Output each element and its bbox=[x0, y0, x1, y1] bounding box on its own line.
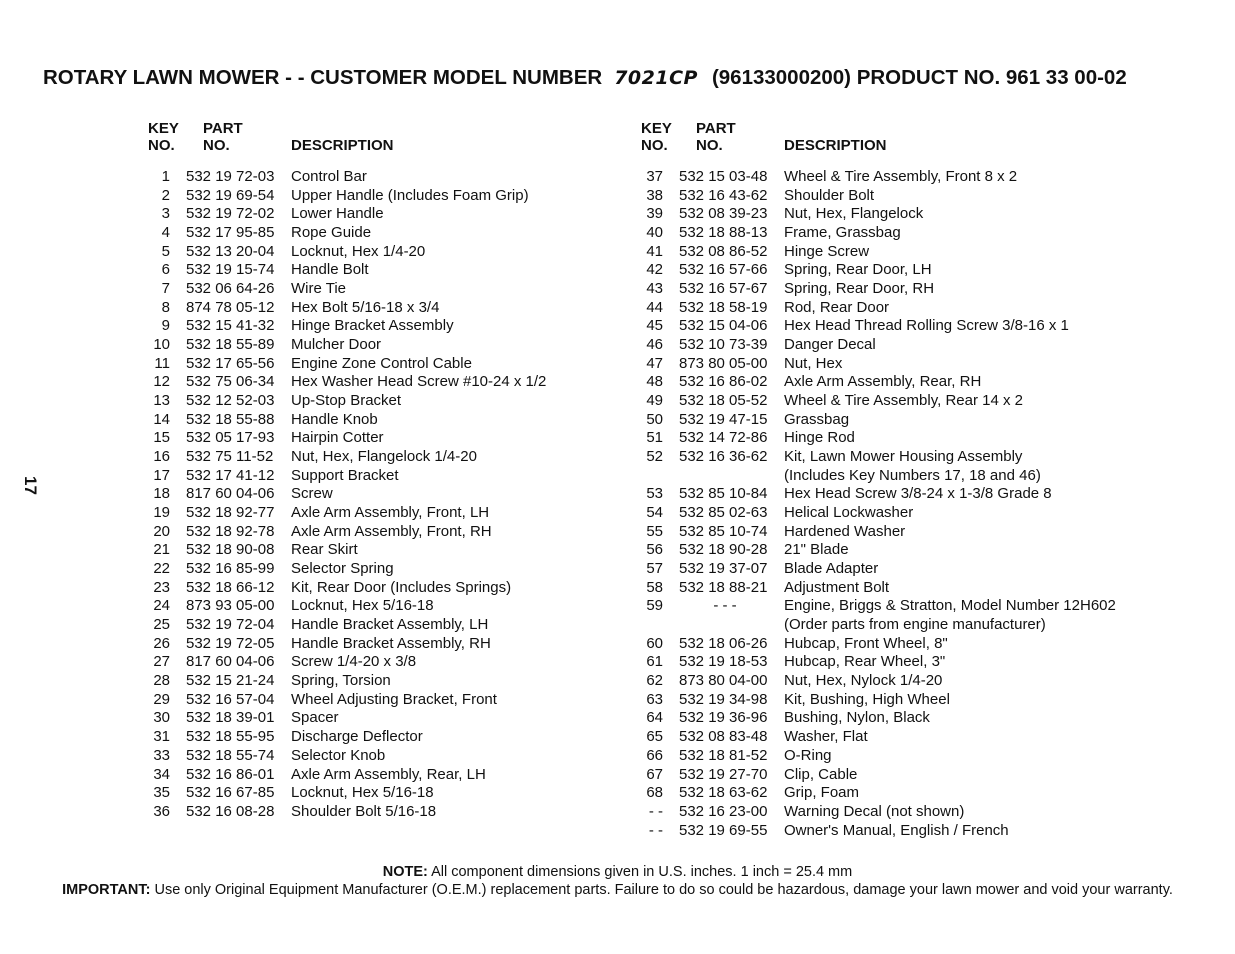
part-no: 532 19 72-05 bbox=[186, 634, 275, 652]
part-no: 532 19 27-70 bbox=[679, 765, 768, 783]
part-no: 532 17 95-85 bbox=[186, 224, 275, 242]
key-no: 58 bbox=[646, 578, 663, 596]
part-no: 532 15 21-24 bbox=[186, 672, 275, 690]
part-no: 532 18 55-88 bbox=[186, 410, 275, 428]
key-no: - - bbox=[648, 802, 663, 820]
description: Spring, Rear Door, LH bbox=[784, 261, 932, 279]
description: Hubcap, Front Wheel, 8" bbox=[784, 634, 948, 652]
part-no: 532 19 18-53 bbox=[679, 653, 768, 671]
description: Nut, Hex, Nylock 1/4-20 bbox=[784, 672, 943, 690]
description: Lower Handle bbox=[291, 205, 384, 223]
description: Nut, Hex, Flangelock 1/4-20 bbox=[291, 448, 477, 466]
part-no: 817 60 04-06 bbox=[186, 653, 275, 671]
part-no: 532 17 65-56 bbox=[186, 354, 275, 372]
description: Up-Stop Bracket bbox=[291, 392, 402, 410]
description: Rear Skirt bbox=[291, 541, 358, 559]
key-no: 66 bbox=[646, 746, 663, 764]
part-no: 532 18 05-52 bbox=[679, 392, 768, 410]
description: (Order parts from engine manufacturer) bbox=[784, 616, 1046, 634]
description: Hinge Rod bbox=[784, 429, 855, 447]
description: Handle Bracket Assembly, RH bbox=[291, 634, 491, 652]
part-no: 532 19 72-02 bbox=[186, 205, 275, 223]
key-no: 12 bbox=[153, 373, 170, 391]
description: Grip, Foam bbox=[784, 784, 860, 802]
key-no: 19 bbox=[153, 504, 170, 522]
description: Spring, Torsion bbox=[291, 672, 391, 690]
page-number: 17 bbox=[21, 476, 40, 495]
part-no: 532 19 72-04 bbox=[186, 616, 275, 634]
description: Hex Head Screw 3/8-24 x 1-3/8 Grade 8 bbox=[784, 485, 1052, 503]
part-no: 532 19 15-74 bbox=[186, 261, 275, 279]
key-no: 26 bbox=[153, 634, 170, 652]
part-no: 532 17 41-12 bbox=[186, 466, 275, 484]
part-no: 873 93 05-00 bbox=[186, 597, 275, 615]
part-no: 532 10 73-39 bbox=[679, 336, 768, 354]
part-no: 532 15 04-06 bbox=[679, 317, 768, 335]
description: Hex Washer Head Screw #10-24 x 1/2 bbox=[291, 373, 547, 391]
part-no: 532 85 10-74 bbox=[679, 522, 768, 540]
key-no: 6 bbox=[161, 261, 170, 279]
part-no: 532 16 67-85 bbox=[186, 784, 275, 802]
part-no: 873 80 04-00 bbox=[679, 672, 768, 690]
key-no: 18 bbox=[153, 485, 170, 503]
key-no: 54 bbox=[646, 504, 663, 522]
part-no: 532 18 55-74 bbox=[186, 746, 275, 764]
part-no: 532 08 86-52 bbox=[679, 242, 768, 260]
part-no: 817 60 04-06 bbox=[186, 485, 275, 503]
key-no: 36 bbox=[153, 802, 170, 820]
description: Danger Decal bbox=[784, 336, 876, 354]
description: Hex Bolt 5/16-18 x 3/4 bbox=[291, 298, 440, 316]
description: Locknut, Hex 1/4-20 bbox=[291, 242, 426, 260]
description: Adjustment Bolt bbox=[784, 578, 890, 596]
part-no: 532 75 06-34 bbox=[186, 373, 275, 391]
description: Engine Zone Control Cable bbox=[291, 354, 472, 372]
description: Shoulder Bolt 5/16-18 bbox=[291, 802, 437, 820]
description: Owner's Manual, English / French bbox=[784, 821, 1009, 839]
description: Kit, Rear Door (Includes Springs) bbox=[291, 578, 512, 596]
header-description: DESCRIPTION bbox=[291, 137, 394, 154]
key-no: 37 bbox=[646, 168, 663, 185]
part-no: 532 12 52-03 bbox=[186, 392, 275, 410]
description: Hubcap, Rear Wheel, 3" bbox=[784, 653, 946, 671]
key-no: 61 bbox=[646, 653, 663, 671]
description: Axle Arm Assembly, Rear, LH bbox=[291, 765, 486, 783]
important-line bbox=[0, 881, 1235, 899]
description: Handle Bracket Assembly, LH bbox=[291, 616, 489, 634]
part-no: 532 18 90-08 bbox=[186, 541, 275, 559]
description: Hex Head Thread Rolling Screw 3/8-16 x 1 bbox=[784, 317, 1069, 335]
part-no: 532 14 72-86 bbox=[679, 429, 768, 447]
description: Control Bar bbox=[291, 168, 367, 185]
description: Wheel Adjusting Bracket, Front bbox=[291, 690, 497, 708]
part-no: 532 08 83-48 bbox=[679, 728, 768, 746]
part-no: 532 19 72-03 bbox=[186, 168, 275, 185]
description: Rope Guide bbox=[291, 224, 372, 242]
part-no: 532 18 88-13 bbox=[679, 224, 768, 242]
model-number: 7021CP bbox=[614, 67, 698, 89]
part-no: 532 16 23-00 bbox=[679, 802, 768, 820]
key-no: 31 bbox=[153, 728, 170, 746]
description: O-Ring bbox=[784, 746, 832, 764]
description: Handle Knob bbox=[291, 410, 378, 428]
key-no: 53 bbox=[646, 485, 663, 503]
key-no: 14 bbox=[153, 410, 170, 428]
part-no: 532 18 55-95 bbox=[186, 728, 275, 746]
key-no: 23 bbox=[153, 578, 170, 596]
key-no: 22 bbox=[153, 560, 170, 578]
description: Hairpin Cotter bbox=[291, 429, 384, 447]
description: Helical Lockwasher bbox=[784, 504, 914, 522]
title-suffix: (96133000200) PRODUCT NO. 961 33 00-02 bbox=[711, 66, 1127, 89]
description: Nut, Hex, Flangelock bbox=[784, 205, 924, 223]
key-no: 5 bbox=[161, 242, 170, 260]
key-no: 67 bbox=[646, 765, 663, 783]
description: Support Bracket bbox=[291, 466, 399, 484]
header-part-line1: PART bbox=[203, 120, 243, 137]
description: Handle Bolt bbox=[291, 261, 369, 279]
part-no: 532 19 34-98 bbox=[679, 690, 768, 708]
description: Upper Handle (Includes Foam Grip) bbox=[291, 186, 529, 204]
important-text: Use only Original Equipment Manufacturer (O.E.M.) replacement parts. Failure to do so could be hazardous, damage your lawn mower and void your warranty. bbox=[150, 882, 1173, 898]
description: Screw 1/4-20 x 3/8 bbox=[291, 653, 417, 671]
part-no: 532 18 58-19 bbox=[679, 298, 768, 316]
key-no: 48 bbox=[646, 373, 663, 391]
part-no: 532 85 10-84 bbox=[679, 485, 768, 503]
key-no: 56 bbox=[646, 541, 663, 559]
part-no: 532 18 66-12 bbox=[186, 578, 275, 596]
description: 21" Blade bbox=[784, 541, 849, 559]
part-no: 532 15 41-32 bbox=[186, 317, 275, 335]
description: Axle Arm Assembly, Front, LH bbox=[291, 504, 490, 522]
part-no: 532 16 86-01 bbox=[186, 765, 275, 783]
header-description: DESCRIPTION bbox=[784, 137, 887, 154]
part-no: 532 15 03-48 bbox=[679, 168, 768, 185]
key-no: 49 bbox=[646, 392, 663, 410]
description: Selector Knob bbox=[291, 746, 386, 764]
description: Axle Arm Assembly, Rear, RH bbox=[784, 373, 982, 391]
key-no: 7 bbox=[161, 280, 170, 298]
key-no: 13 bbox=[153, 392, 170, 410]
description: Grassbag bbox=[784, 410, 850, 428]
part-no: 532 18 88-21 bbox=[679, 578, 768, 596]
key-no: 60 bbox=[646, 634, 663, 652]
header-key-line1: KEY bbox=[641, 120, 672, 137]
description: Kit, Lawn Mower Housing Assembly bbox=[784, 448, 1023, 466]
key-no: 40 bbox=[646, 224, 663, 242]
part-no: 532 18 06-26 bbox=[679, 634, 768, 652]
key-no: 64 bbox=[646, 709, 663, 727]
description: Engine, Briggs & Stratton, Model Number 12H602 bbox=[784, 597, 1116, 615]
part-no: 532 16 57-66 bbox=[679, 261, 768, 279]
key-no: 63 bbox=[646, 690, 663, 708]
key-no: 24 bbox=[153, 597, 170, 615]
part-no: 532 19 37-07 bbox=[679, 560, 768, 578]
part-no: 532 85 02-63 bbox=[679, 504, 768, 522]
key-no: 34 bbox=[153, 765, 170, 783]
description: Spring, Rear Door, RH bbox=[784, 280, 935, 298]
part-no: 532 18 92-78 bbox=[186, 522, 275, 540]
part-no: 532 19 47-15 bbox=[679, 410, 768, 428]
part-no: 532 13 20-04 bbox=[186, 242, 275, 260]
key-no: 29 bbox=[153, 690, 170, 708]
description: Hinge Bracket Assembly bbox=[291, 317, 454, 335]
note-label: NOTE: bbox=[382, 864, 428, 880]
note-text: All component dimensions given in U.S. inches. 1 inch = 25.4 mm bbox=[427, 864, 853, 880]
description: Hardened Washer bbox=[784, 522, 906, 540]
key-no: 42 bbox=[646, 261, 663, 279]
description: Nut, Hex bbox=[784, 354, 843, 372]
key-no: 15 bbox=[153, 429, 170, 447]
part-no: 532 18 90-28 bbox=[679, 541, 768, 559]
part-no: 532 16 08-28 bbox=[186, 802, 275, 820]
header-part-line2: NO. bbox=[203, 137, 230, 154]
key-no: 45 bbox=[646, 317, 663, 335]
key-no: 27 bbox=[153, 653, 170, 671]
description: Hinge Screw bbox=[784, 242, 870, 260]
key-no: 8 bbox=[161, 298, 170, 316]
key-no: 59 bbox=[646, 597, 663, 615]
header-part-line2: NO. bbox=[696, 137, 723, 154]
key-no: 38 bbox=[646, 186, 663, 204]
key-no: 35 bbox=[153, 784, 170, 802]
key-no: 30 bbox=[153, 709, 170, 727]
part-no: 532 16 43-62 bbox=[679, 186, 768, 204]
description: Kit, Bushing, High Wheel bbox=[784, 690, 950, 708]
description: Shoulder Bolt bbox=[784, 186, 875, 204]
description: Selector Spring bbox=[291, 560, 394, 578]
header-key-line2: NO. bbox=[148, 137, 175, 154]
title-prefix: ROTARY LAWN MOWER - - CUSTOMER MODEL NUMBER bbox=[43, 66, 603, 89]
description: Washer, Flat bbox=[784, 728, 868, 746]
key-no: 46 bbox=[646, 336, 663, 354]
key-no: 51 bbox=[646, 429, 663, 447]
part-no: 532 19 69-55 bbox=[679, 821, 768, 839]
part-no: - - - bbox=[713, 597, 737, 615]
part-no: 532 16 57-04 bbox=[186, 690, 275, 708]
key-no: 52 bbox=[646, 448, 663, 466]
part-no: 874 78 05-12 bbox=[186, 298, 275, 316]
part-no: 532 08 39-23 bbox=[679, 205, 768, 223]
description: Mulcher Door bbox=[291, 336, 382, 354]
description: Locknut, Hex 5/16-18 bbox=[291, 784, 434, 802]
page-title bbox=[43, 66, 1223, 90]
key-no: 1 bbox=[161, 168, 170, 185]
key-no: 25 bbox=[153, 616, 170, 634]
key-no: 33 bbox=[153, 746, 170, 764]
key-no: 68 bbox=[646, 784, 663, 802]
key-no: 21 bbox=[153, 541, 170, 559]
description: Warning Decal (not shown) bbox=[784, 802, 965, 820]
key-no: 50 bbox=[646, 410, 663, 428]
key-no: 39 bbox=[646, 205, 663, 223]
description: Wheel & Tire Assembly, Front 8 x 2 bbox=[784, 168, 1018, 185]
description: Clip, Cable bbox=[784, 765, 858, 783]
part-no: 532 06 64-26 bbox=[186, 280, 275, 298]
description: Axle Arm Assembly, Front, RH bbox=[291, 522, 492, 540]
description: Locknut, Hex 5/16-18 bbox=[291, 597, 434, 615]
part-no: 532 18 63-62 bbox=[679, 784, 768, 802]
key-no: 9 bbox=[161, 317, 170, 335]
part-no: 532 19 36-96 bbox=[679, 709, 768, 727]
key-no: 57 bbox=[646, 560, 663, 578]
important-label: IMPORTANT: bbox=[62, 882, 151, 898]
description: (Includes Key Numbers 17, 18 and 46) bbox=[784, 466, 1041, 484]
header-key-line2: NO. bbox=[641, 137, 668, 154]
part-no: 532 18 81-52 bbox=[679, 746, 768, 764]
header-part-line1: PART bbox=[696, 120, 736, 137]
part-no: 532 16 85-99 bbox=[186, 560, 275, 578]
key-no: 11 bbox=[154, 354, 170, 372]
part-no: 532 18 92-77 bbox=[186, 504, 275, 522]
key-no: 17 bbox=[153, 466, 170, 484]
key-no: 10 bbox=[153, 336, 170, 354]
key-no: - - bbox=[648, 821, 663, 839]
key-no: 44 bbox=[646, 298, 663, 316]
footer-notes bbox=[0, 863, 1235, 899]
part-no: 532 75 11-52 bbox=[186, 448, 274, 466]
key-no: 47 bbox=[646, 354, 663, 372]
description: Wire Tie bbox=[291, 280, 347, 298]
part-no: 532 16 36-62 bbox=[679, 448, 768, 466]
part-no: 873 80 05-00 bbox=[679, 354, 768, 372]
key-no: 41 bbox=[646, 242, 663, 260]
key-no: 20 bbox=[153, 522, 170, 540]
key-no: 2 bbox=[161, 186, 170, 204]
key-no: 43 bbox=[646, 280, 663, 298]
key-no: 62 bbox=[646, 672, 663, 690]
key-no: 3 bbox=[161, 205, 170, 223]
part-no: 532 18 39-01 bbox=[186, 709, 275, 727]
part-no: 532 16 57-67 bbox=[679, 280, 768, 298]
description: Rod, Rear Door bbox=[784, 298, 890, 316]
part-no: 532 05 17-93 bbox=[186, 429, 275, 447]
key-no: 16 bbox=[153, 448, 170, 466]
description: Blade Adapter bbox=[784, 560, 879, 578]
description: Screw bbox=[291, 485, 333, 503]
note-line bbox=[0, 863, 1235, 881]
description: Frame, Grassbag bbox=[784, 224, 901, 242]
key-no: 65 bbox=[646, 728, 663, 746]
key-no: 4 bbox=[161, 224, 170, 242]
part-no: 532 16 86-02 bbox=[679, 373, 768, 391]
description: Discharge Deflector bbox=[291, 728, 423, 746]
key-no: 55 bbox=[646, 522, 663, 540]
description: Bushing, Nylon, Black bbox=[784, 709, 930, 727]
header-key-line1: KEY bbox=[148, 120, 179, 137]
description: Spacer bbox=[291, 709, 339, 727]
description: Wheel & Tire Assembly, Rear 14 x 2 bbox=[784, 392, 1023, 410]
part-no: 532 19 69-54 bbox=[186, 186, 275, 204]
part-no: 532 18 55-89 bbox=[186, 336, 275, 354]
key-no: 28 bbox=[153, 672, 170, 690]
